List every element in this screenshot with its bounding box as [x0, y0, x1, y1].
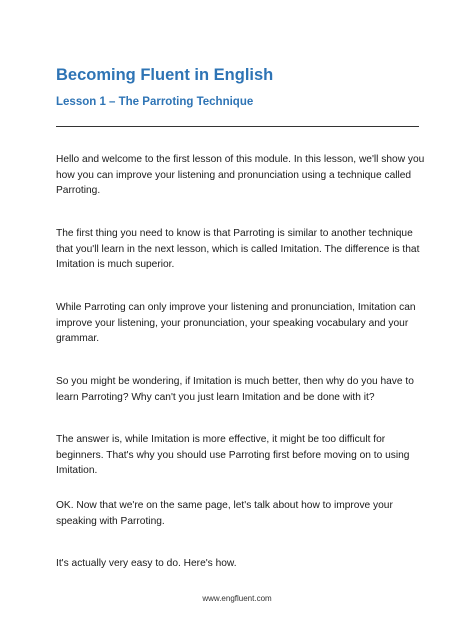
text-line: Imitation.: [56, 465, 98, 477]
paragraph-answer: [56, 432, 426, 479]
text-line: It's actually very easy to do. Here's how.: [56, 558, 237, 569]
text-line: grammar.: [56, 333, 100, 345]
title-divider: [56, 126, 419, 127]
paragraph-intro: [56, 152, 426, 199]
text-line: OK. Now that we're on the same page, let's talk about how to improve your: [56, 500, 393, 511]
text-line: The answer is, while Imitation is more effective, it might be too difficult for: [56, 434, 386, 445]
text-line: Imitation is much superior.: [56, 259, 175, 271]
paragraph-question: [56, 374, 426, 405]
text-line: improve your listening, your pronunciation, your speaking vocabulary and your: [56, 317, 409, 329]
paragraph-comparison: [56, 300, 426, 347]
paragraph-transition: [56, 498, 426, 529]
text-line: that you'll learn in the next lesson, which is called Imitation. The difference is that: [56, 243, 420, 255]
paragraph-closing: [56, 556, 426, 572]
footer-website: www.engfluent.com: [202, 594, 272, 603]
text-line: The first thing you need to know is that Parroting is similar to another technique: [56, 228, 413, 239]
text-line: learn Parroting? Why can't you just learn Imitation and be done with it?: [56, 391, 375, 403]
text-line: Hello and welcome to the first lesson of this module. In this lesson, we'll show you: [56, 154, 425, 165]
text-line: So you might be wondering, if Imitation is much better, then why do you have to: [56, 376, 414, 387]
lesson-subtitle: Lesson 1 – The Parroting Technique: [56, 96, 254, 108]
text-line: While Parroting can only improve your listening and pronunciation, Imitation can: [56, 302, 416, 313]
text-line: beginners. That's why you should use Parroting first before moving on to using: [56, 449, 410, 461]
document-title: Becoming Fluent in English: [56, 66, 274, 84]
text-line: speaking with Parroting.: [56, 515, 165, 527]
paragraph-similarity: [56, 226, 426, 273]
text-line: how you can improve your listening and pronunciation using a technique called: [56, 169, 412, 181]
text-line: Parroting.: [56, 185, 101, 197]
